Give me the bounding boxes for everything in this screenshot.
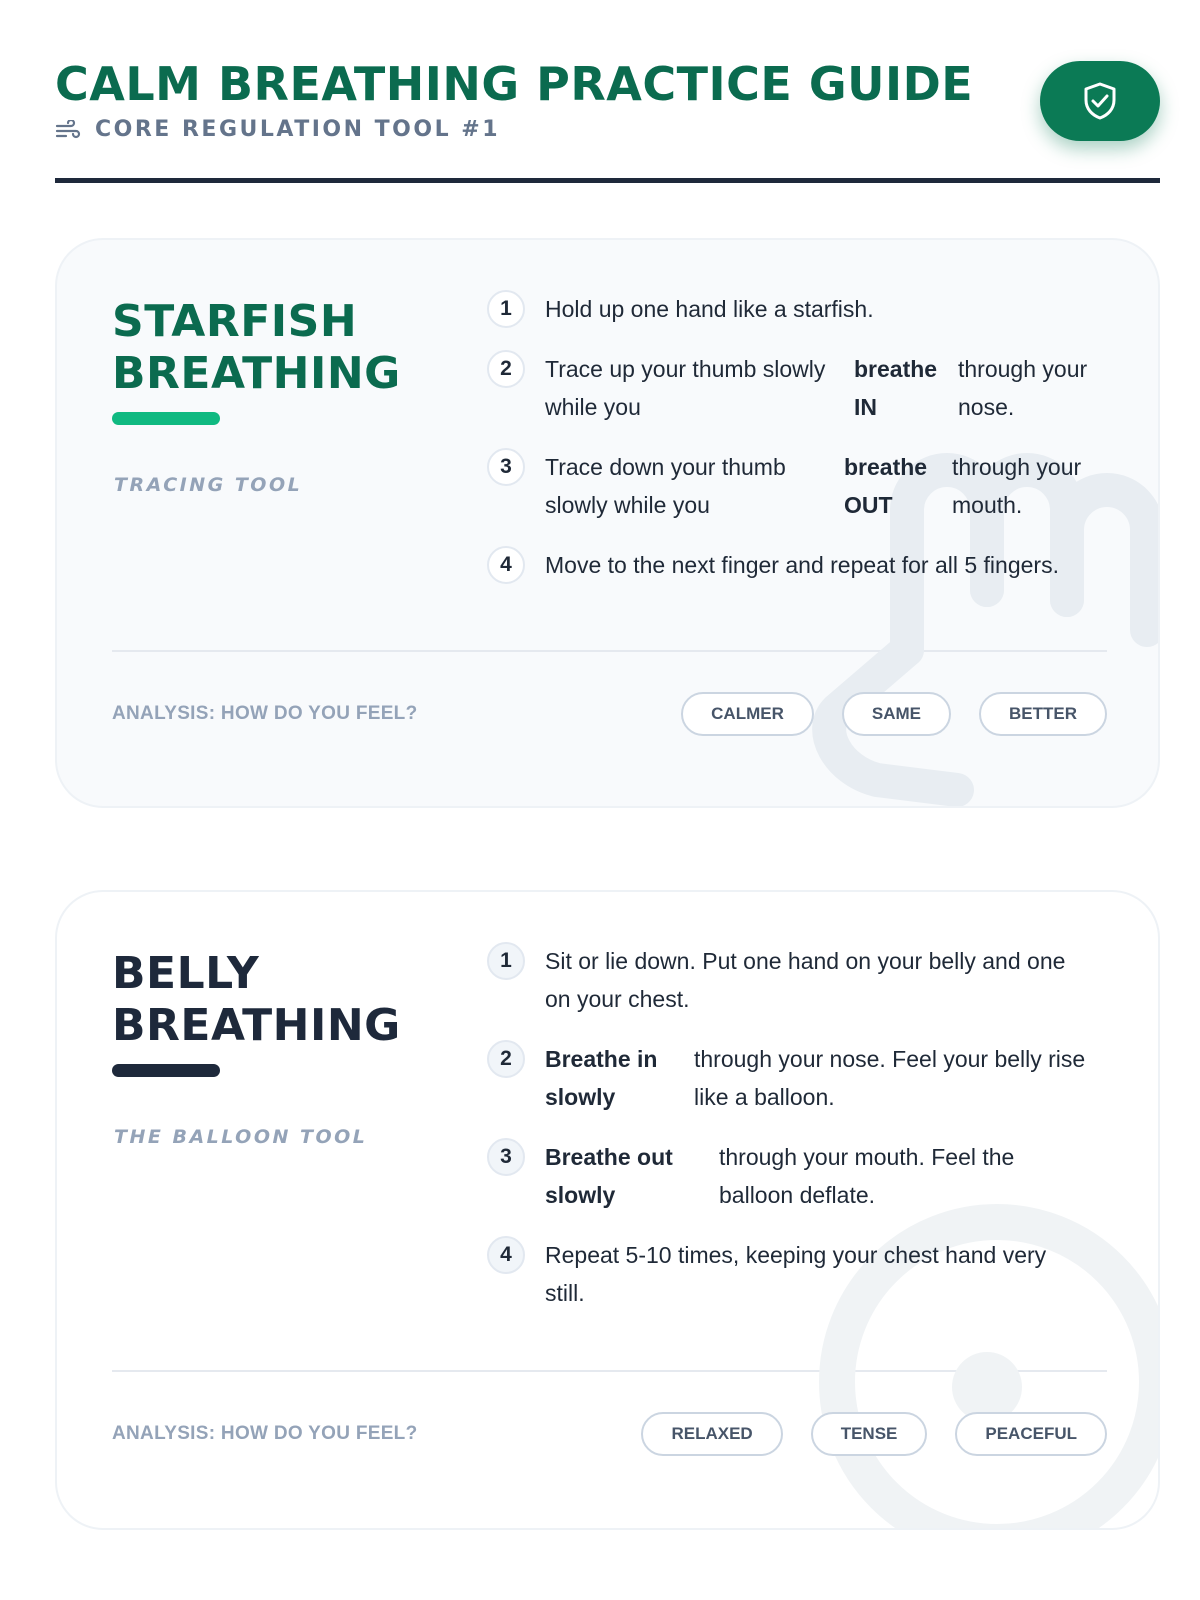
step-text-end: through your nose. Feel your belly rise like a balloon. bbox=[694, 1046, 1086, 1110]
belly-breathing-card bbox=[55, 890, 1160, 1530]
steps-list bbox=[487, 290, 1107, 606]
step-text: Hold up one hand like a starfish. bbox=[545, 296, 874, 322]
step-emphasis: breathe IN bbox=[854, 356, 938, 420]
step-number: 4 bbox=[487, 546, 525, 584]
tool-label: TRACING TOOL bbox=[114, 474, 303, 496]
step-text: Move to the next finger and repeat for all 5 fingers. bbox=[545, 552, 1059, 578]
step-emphasis: breathe OUT bbox=[844, 454, 928, 518]
wind-icon bbox=[55, 120, 81, 140]
page-title: CALM BREATHING PRACTICE GUIDE bbox=[55, 57, 974, 111]
step-emphasis: Breathe out slowly bbox=[545, 1144, 673, 1208]
page-subtitle bbox=[55, 117, 1160, 142]
card-title bbox=[112, 296, 401, 400]
step-4 bbox=[487, 546, 1107, 584]
step-number: 1 bbox=[487, 942, 525, 980]
feel-row bbox=[112, 1412, 1107, 1456]
safety-button[interactable] bbox=[1040, 61, 1160, 141]
starfish-breathing-card bbox=[55, 238, 1160, 808]
step-text: Trace down your thumb slowly while you bbox=[545, 454, 786, 518]
card-title-line2: BREATHING bbox=[112, 1000, 401, 1051]
step-2 bbox=[487, 350, 1107, 426]
step-4 bbox=[487, 1236, 1107, 1312]
option-calmer[interactable]: CALMER bbox=[681, 692, 814, 736]
step-text-end: through your mouth. bbox=[952, 454, 1082, 518]
option-relaxed[interactable]: RELAXED bbox=[641, 1412, 782, 1456]
option-peaceful[interactable]: PEACEFUL bbox=[955, 1412, 1107, 1456]
feel-label: ANALYSIS: HOW DO YOU FEEL? bbox=[112, 703, 418, 724]
step-text: Repeat 5-10 times, keeping your chest hand very still. bbox=[545, 1242, 1047, 1306]
step-2 bbox=[487, 1040, 1107, 1116]
steps-list bbox=[487, 942, 1107, 1334]
title-accent-bar bbox=[112, 412, 220, 425]
option-tense[interactable]: TENSE bbox=[811, 1412, 928, 1456]
shield-check-icon bbox=[1082, 81, 1118, 121]
tool-label: THE BALLOON TOOL bbox=[114, 1126, 368, 1148]
step-text: Trace up your thumb slowly while you bbox=[545, 356, 826, 420]
step-emphasis: Breathe in slowly bbox=[545, 1046, 658, 1110]
card-title bbox=[112, 948, 401, 1052]
card-title-line1: BELLY bbox=[112, 948, 260, 999]
step-number: 4 bbox=[487, 1236, 525, 1274]
feel-options bbox=[681, 692, 1107, 736]
card-title-line1: STARFISH bbox=[112, 296, 358, 347]
step-text: Sit or lie down. Put one hand on your belly and one on your chest. bbox=[545, 948, 1066, 1012]
subtitle-text: CORE REGULATION TOOL #1 bbox=[95, 117, 500, 142]
title-accent-bar bbox=[112, 1064, 220, 1077]
step-number: 2 bbox=[487, 1040, 525, 1078]
step-3 bbox=[487, 1138, 1107, 1214]
step-number: 3 bbox=[487, 1138, 525, 1176]
step-number: 3 bbox=[487, 448, 525, 486]
feel-options bbox=[641, 1412, 1107, 1456]
step-text-end: through your nose. bbox=[958, 356, 1088, 420]
option-same[interactable]: SAME bbox=[842, 692, 951, 736]
step-3 bbox=[487, 448, 1107, 524]
step-1 bbox=[487, 942, 1107, 1018]
option-better[interactable]: BETTER bbox=[979, 692, 1107, 736]
feel-row bbox=[112, 692, 1107, 736]
page-header bbox=[55, 55, 1160, 183]
step-number: 2 bbox=[487, 350, 525, 388]
step-text-end: through your mouth. Feel the balloon deflate. bbox=[719, 1144, 1015, 1208]
card-title-line2: BREATHING bbox=[112, 348, 401, 399]
feel-label: ANALYSIS: HOW DO YOU FEEL? bbox=[112, 1423, 418, 1444]
step-number: 1 bbox=[487, 290, 525, 328]
step-1 bbox=[487, 290, 1107, 328]
